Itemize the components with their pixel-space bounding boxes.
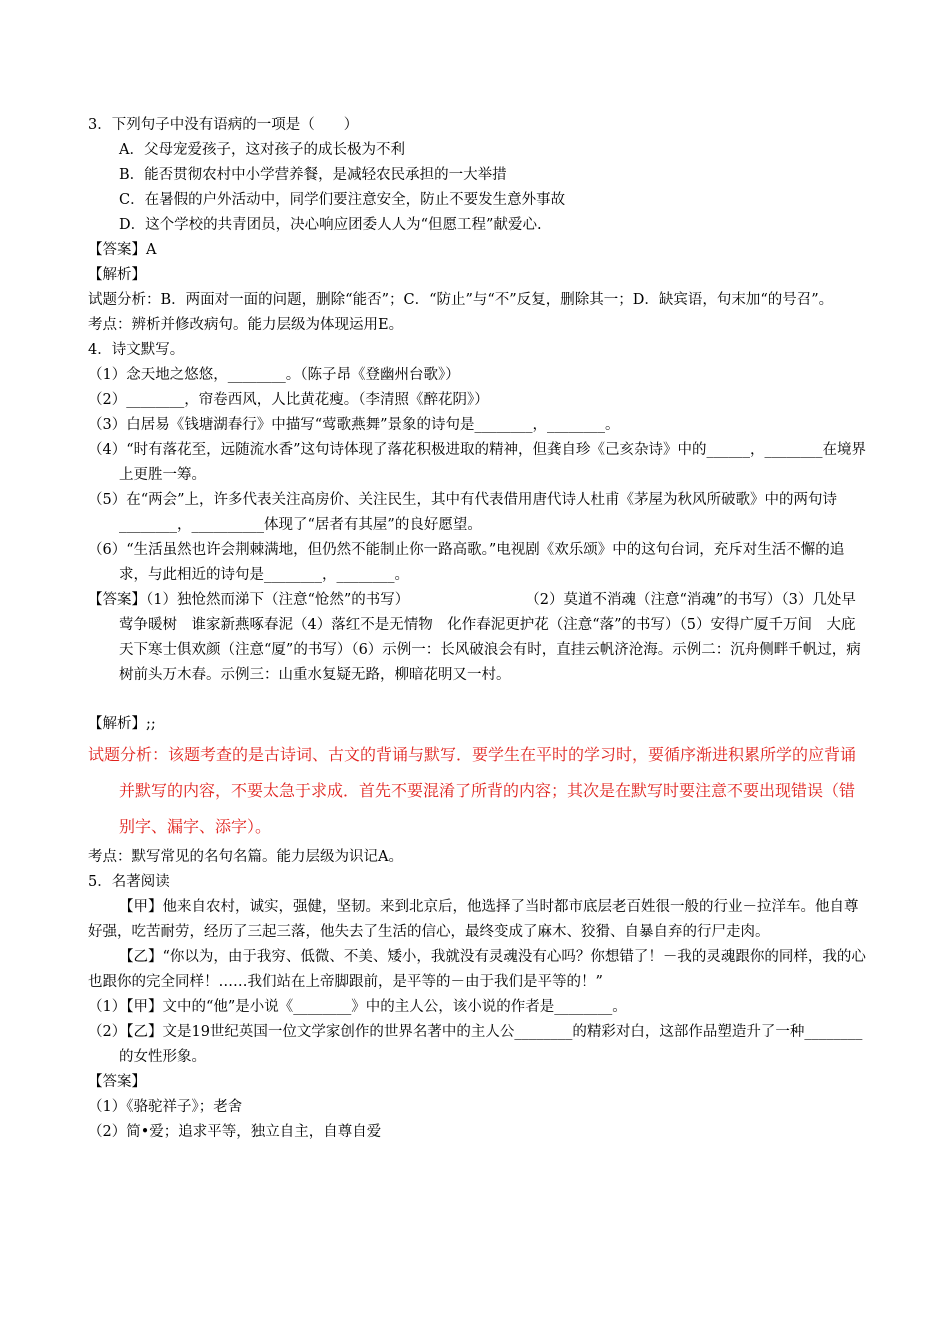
q5-answer-1: （1）《骆驼祥子》；老舍 xyxy=(88,1099,243,1115)
q3-answer: 【答案】A xyxy=(88,242,157,258)
q4-analysis-label: 【解析】;; xyxy=(88,716,156,732)
q4-item-3: （3）白居易《钱塘湖春行》中描写“莺歌燕舞”景象的诗句是________，________。 xyxy=(88,417,620,433)
q3-analysis-label: 【解析】 xyxy=(88,267,146,283)
q3-option-c: C．在暑假的户外活动中，同学们要注意安全，防止不要发生意外事故 xyxy=(119,192,566,208)
q3-option-b: B．能否贯彻农村中小学营养餐，是减轻农民承担的一大举措 xyxy=(119,167,507,183)
q4-item-4: （4）“时有落花至，远随流水香”这句诗体现了落花积极进取的精神，但龚自珍《己亥杂诗》中的______，________在境界上更胜一筹。 xyxy=(88,442,867,483)
q4-item-5: （5）在“两会”上，许多代表关注高房价、关注民生，其中有代表借用唐代诗人杜甫《茅屋为秋风所破歌》中的两句诗________，__________体现了“居者有其屋”的良好愿望。 xyxy=(88,492,838,533)
q4-item-6: （6）“生活虽然也许会荆棘满地，但仍然不能制止你一路高歌。”电视剧《欢乐颂》中的这句台词，充斥对生活不懈的追求，与此相近的诗句是________，________。 xyxy=(88,542,845,583)
q4-item-1: （1）念天地之悠悠，________。（陈子昂《登幽州台歌》） xyxy=(88,367,460,383)
q5-question-1: （1）【甲】文中的“他”是小说《________》中的主人公，该小说的作者是________。 xyxy=(88,999,627,1015)
q5-passage-jia: 【甲】他来自农村，诚实，强健，坚韧。来到北京后，他选择了当时都市底层老百姓很一般的行业－拉洋车。他自尊好强，吃苦耐劳，经历了三起三落，他失去了生活的信心，最终变成了麻木、狡猾、自暴自弃的行尸走肉。 xyxy=(88,899,859,940)
document-page xyxy=(88,113,868,1145)
q5-answer-label: 【答案】 xyxy=(88,1074,146,1090)
q5-answer-2: （2）简•爱；追求平等，独立自主，自尊自爱 xyxy=(88,1124,382,1140)
q4-kaodian: 考点：默写常见的名句名篇。能力层级为识记A。 xyxy=(88,849,403,865)
q3-option-a: A．父母宠爱孩子，这对孩子的成长极为不利 xyxy=(119,142,405,158)
q3-stem: 3．下列句子中没有语病的一项是（ ） xyxy=(88,117,359,133)
q3-option-d: D．这个学校的共青团员，决心响应团委人人为“但愿工程”献爱心. xyxy=(119,217,542,233)
q5-stem: 5．名著阅读 xyxy=(88,874,170,890)
q5-question-2: （2）【乙】文是19世纪英国一位文学家创作的世界名著中的主人公________的精彩对白，这部作品塑造升了一种________的女性形象。 xyxy=(88,1024,863,1065)
spacer xyxy=(88,688,868,712)
q4-item-2: （2）________，帘卷西风，人比黄花瘦。（李清照《醉花阴》） xyxy=(88,392,489,408)
q3-analysis: 试题分析：B．两面对一面的问题，删除“能否”；C．“防止”与“不”反复，删除其一；D．缺宾语，句末加“的号召”。 xyxy=(88,292,834,308)
q5-passage-yi: 【乙】“你以为，由于我穷、低微、不美、矮小，我就没有灵魂没有心吗？你想错了！－我的灵魂跟你的同样，我的心也跟你的完全同样！……我们站在上帝脚跟前，是平等的－由于我们是平等的！” xyxy=(88,949,866,990)
q4-analysis-red: 试题分析：该题考查的是古诗词、古文的背诵与默写．要学生在平时的学习时，要循序渐进积累所学的应背诵并默写的内容，不要太急于求成．首先不要混淆了所背的内容；其次是在默写时要注意不要出现错误（错别字、漏字、添字）。 xyxy=(88,745,857,836)
q4-answer: 【答案】（1）独怆然而涕下（注意“怆然”的书写） （2）莫道不消魂（注意“消魂”的书写）（3）几处早莺争暖树 谁家新燕啄春泥（4）落红不是无情物 化作春泥更护花（注意“落”的书写）（5）安得广厦千万间 大庇天下寒士俱欢颜（注意“厦”的书写）（6）示例一：长风破浪会有时，直挂云帆济沧海。示例二：沉舟侧畔千帆过，病树前头万木春。示例三：山重水复疑无路，柳暗花明又一村。 xyxy=(88,592,861,683)
q4-stem: 4．诗文默写。 xyxy=(88,342,185,358)
q3-kaodian: 考点：辨析并修改病句。能力层级为体现运用E。 xyxy=(88,317,404,333)
